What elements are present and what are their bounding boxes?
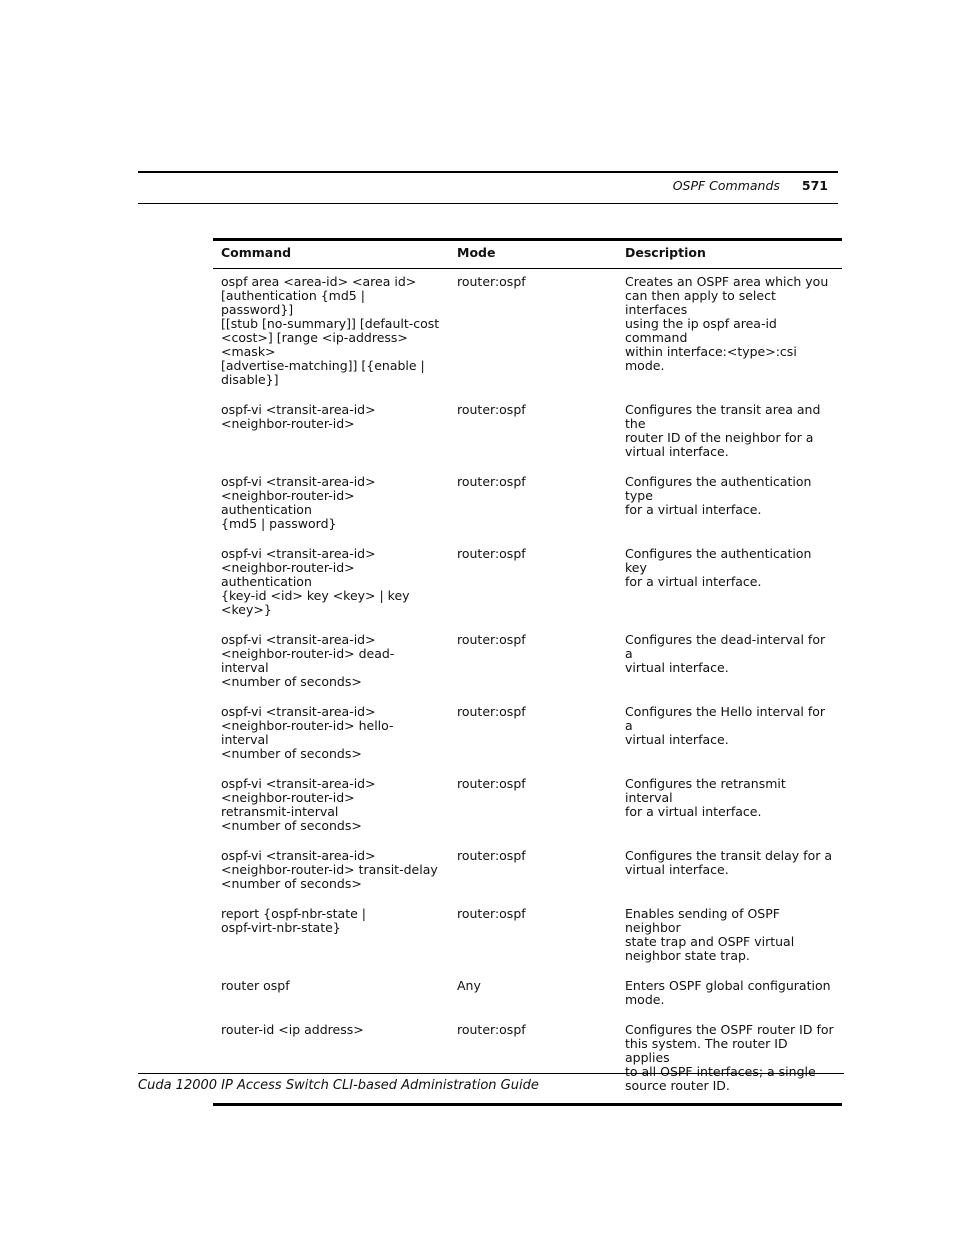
command-cell: ospf-vi <transit-area-id> <neighbor-router-id> dead-interval <number of seconds> — [221, 632, 395, 689]
command-cell: ospf area <area-id> <area id> [authentication {md5 | password}] [[stub [no-summary]] [default-cost <cost>] [range <ip-address> <mask> [advertise-matching]] [{enable | disable}] — [221, 274, 440, 387]
mode-cell: router:ospf — [457, 632, 526, 647]
command-cell: ospf-vi <transit-area-id> <neighbor-router-id> — [221, 402, 376, 431]
mode-cell: router:ospf — [457, 546, 526, 561]
mode-cell: Any — [457, 978, 481, 993]
mode-cell: router:ospf — [457, 704, 526, 719]
table-row — [213, 979, 842, 1023]
table-row — [213, 633, 842, 705]
command-cell: ospf-vi <transit-area-id> <neighbor-router-id> retransmit-interval <number of seconds> — [221, 776, 376, 833]
description-cell: Configures the transit delay for a virtual interface. — [625, 848, 832, 877]
command-cell: report {ospf-nbr-state | ospf-virt-nbr-state} — [221, 906, 366, 935]
table-row — [213, 547, 842, 633]
description-cell: Configures the authentication key for a virtual interface. — [625, 546, 812, 589]
command-cell: ospf-vi <transit-area-id> <neighbor-router-id> transit-delay <number of seconds> — [221, 848, 438, 891]
description-cell: Configures the Hello interval for a virtual interface. — [625, 704, 826, 747]
description-cell: Enters OSPF global configuration mode. — [625, 978, 831, 1007]
command-cell: router ospf — [221, 978, 290, 993]
table-row — [213, 269, 842, 404]
mode-cell: router:ospf — [457, 274, 526, 289]
description-cell: Creates an OSPF area which you can then apply to select interfaces using the ip ospf area-id command within interface:<type>:csi mode. — [625, 274, 829, 373]
table-row — [213, 403, 842, 475]
column-header-description: Description — [617, 240, 842, 269]
table-row — [213, 777, 842, 849]
mode-cell: router:ospf — [457, 906, 526, 921]
description-cell: Enables sending of OSPF neighbor state trap and OSPF virtual neighbor state trap. — [625, 906, 795, 963]
command-cell: router-id <ip address> — [213, 1023, 449, 1105]
footer-book-title: Cuda 12000 IP Access Switch CLI-based Administration Guide — [138, 1078, 539, 1093]
command-cell: ospf-vi <transit-area-id> <neighbor-router-id> authentication {md5 | password} — [221, 474, 376, 531]
footer-rule — [138, 1073, 844, 1074]
table-row — [213, 849, 842, 907]
mode-cell: router:ospf — [449, 1023, 617, 1105]
description-cell: Configures the retransmit interval for a virtual interface. — [625, 776, 786, 819]
table-header-row — [213, 240, 842, 269]
column-header-mode: Mode — [449, 240, 617, 269]
table-row — [213, 705, 842, 777]
mode-cell: router:ospf — [457, 402, 526, 417]
page-number: 571 — [801, 178, 828, 193]
mode-cell: router:ospf — [457, 474, 526, 489]
command-cell: ospf-vi <transit-area-id> <neighbor-router-id> authentication {key-id <id> key <key> | key <key>} — [221, 546, 410, 617]
description-cell: Configures the authentication type for a virtual interface. — [625, 474, 812, 517]
command-cell: ospf-vi <transit-area-id> <neighbor-router-id> hello-interval <number of seconds> — [221, 704, 394, 761]
mode-cell: router:ospf — [457, 848, 526, 863]
table-row — [213, 907, 842, 979]
table-row — [213, 475, 842, 547]
description-cell: Configures the OSPF router ID for this system. The router ID applies to all OSPF interfaces; a single source router ID. — [617, 1023, 842, 1105]
header-rule-bottom — [138, 203, 838, 204]
column-header-command: Command — [213, 240, 449, 269]
header-section-title: OSPF Commands — [672, 178, 780, 193]
command-table — [213, 238, 842, 1106]
mode-cell: router:ospf — [457, 776, 526, 791]
description-cell: Configures the dead-interval for a virtual interface. — [625, 632, 826, 675]
running-header — [673, 178, 828, 194]
description-cell: Configures the transit area and the router ID of the neighbor for a virtual interface. — [625, 402, 821, 459]
header-rule-top — [138, 171, 838, 173]
